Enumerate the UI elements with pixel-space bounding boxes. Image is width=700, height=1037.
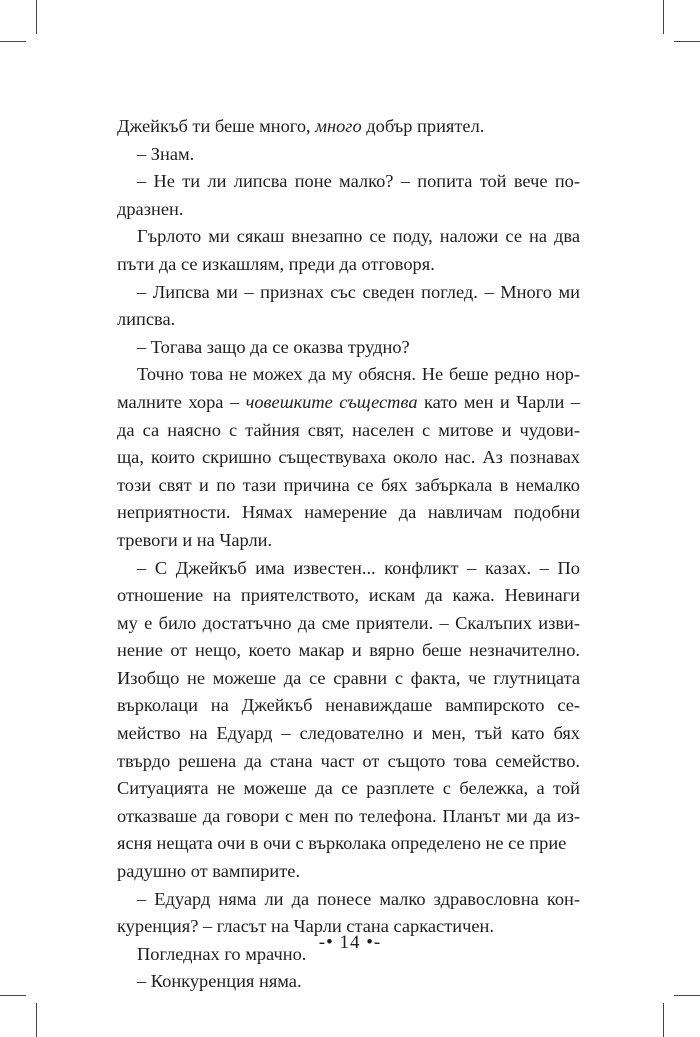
text-segment: радушно от вампирите. — [117, 861, 301, 882]
text-line — [117, 361, 580, 389]
text-line — [117, 527, 580, 555]
text-segment: – Едуард няма ли да понесе малко здравословна кон- — [137, 888, 580, 909]
text-segment: Ситуацията не можеше да се разплете с бележка, а той — [117, 778, 580, 799]
text-line — [117, 251, 580, 279]
text-segment: малните хора – — [117, 391, 246, 412]
italic-text: човешките същества — [245, 391, 418, 412]
text-line — [117, 720, 580, 748]
book-page-text — [117, 113, 580, 996]
text-line — [117, 775, 580, 803]
text-segment: ясня нещата очи в очи с върколака определено не се прие — [117, 833, 567, 854]
text-segment: – Не ти ли липсва поне малко? – попита той вече по- — [137, 171, 580, 192]
text-segment: добър приятел. — [361, 116, 485, 136]
text-line — [117, 803, 580, 831]
text-line — [117, 886, 580, 914]
text-segment: върколаци на Джейкъб ненавиждаше вампирското се- — [117, 695, 580, 716]
text-line — [117, 196, 580, 224]
text-segment: – Конкуренция няма. — [137, 971, 302, 992]
crop-mark-bottom-right-vertical — [663, 1003, 664, 1037]
text-segment: ща, които скришно съществуваха около нас. Аз познавах — [117, 447, 580, 468]
text-line — [117, 223, 580, 251]
text-segment: дразнен. — [117, 198, 184, 219]
text-segment: мейство на Едуард – следователно и мен, тъй като бях — [117, 723, 580, 744]
text-segment: неприятности. Нямах намерение да навличам подобни — [117, 502, 580, 523]
crop-mark-bottom-right-horizontal — [674, 995, 700, 996]
text-segment: отношение на приятелството, искам да кажа. Невинаги — [117, 585, 580, 606]
text-segment: Точно това не можех да му обясня. Не беше редно нор- — [137, 364, 580, 385]
text-segment: – С Джейкъб има известен... конфликт – казах. – По — [137, 557, 580, 578]
text-line — [117, 141, 580, 169]
text-line — [117, 389, 580, 417]
crop-mark-top-right-horizontal — [674, 41, 700, 42]
text-segment: пъти да се изкашлям, преди да отговоря. — [117, 253, 435, 274]
text-segment: – Знам. — [137, 143, 195, 164]
text-line — [117, 499, 580, 527]
italic-text: много — [315, 116, 362, 136]
text-segment: – Липсва ми – признах със сведен поглед. – Много ми — [137, 281, 580, 302]
text-line — [117, 113, 580, 141]
text-segment: – Тогава защо да се оказва трудно? — [137, 336, 410, 357]
text-segment: Погледнах го мрачно. — [137, 943, 307, 964]
text-line — [117, 748, 580, 776]
text-segment: нение от нещо, което макар и вярно беше незначително. — [117, 640, 580, 661]
text-line — [117, 858, 580, 886]
text-line — [117, 168, 580, 196]
text-segment: този свят и по тази причина се бях забъркала в немалко — [117, 474, 580, 495]
text-line — [117, 472, 580, 500]
text-line — [117, 306, 580, 334]
text-segment: Гърлото ми сякаш внезапно се поду, наложи се на два — [137, 226, 580, 247]
text-line — [117, 968, 580, 996]
crop-mark-top-right-vertical — [663, 0, 664, 34]
text-line — [117, 555, 580, 583]
crop-mark-bottom-left-vertical — [36, 1003, 37, 1037]
crop-mark-top-left-vertical — [36, 0, 37, 34]
text-line — [117, 692, 580, 720]
text-segment: тревоги и на Чарли. — [117, 529, 273, 550]
text-segment: куренция? – гласът на Чарли стана саркастичен. — [117, 916, 494, 937]
text-segment: му е било достатъчно да сме приятели. – Скалъпих изви- — [117, 612, 580, 633]
crop-mark-top-left-horizontal — [0, 41, 26, 42]
text-line — [117, 444, 580, 472]
text-line — [117, 830, 580, 858]
text-line — [117, 417, 580, 445]
text-line — [117, 610, 580, 638]
text-line — [117, 334, 580, 362]
text-segment: като мен и Чарли – — [417, 391, 581, 412]
text-segment: Джейкъб ти беше много, — [117, 116, 316, 136]
text-segment: да са наясно с тайния свят, населен с митове и чудови- — [117, 419, 580, 440]
text-line — [117, 582, 580, 610]
text-line — [117, 279, 580, 307]
text-segment: липсва. — [117, 309, 176, 330]
text-segment: твърдо решена да стана част от същото това семейство. — [117, 750, 580, 771]
text-segment: отказваше да говори с мен по телефона. Планът ми да из- — [117, 805, 580, 826]
text-line — [117, 637, 580, 665]
text-segment: Изобщо не можеше да се сравни с факта, че глутницата — [117, 667, 580, 688]
text-line — [117, 665, 580, 693]
crop-mark-bottom-left-horizontal — [0, 995, 26, 996]
page-number: -• 14 •- — [318, 932, 382, 953]
